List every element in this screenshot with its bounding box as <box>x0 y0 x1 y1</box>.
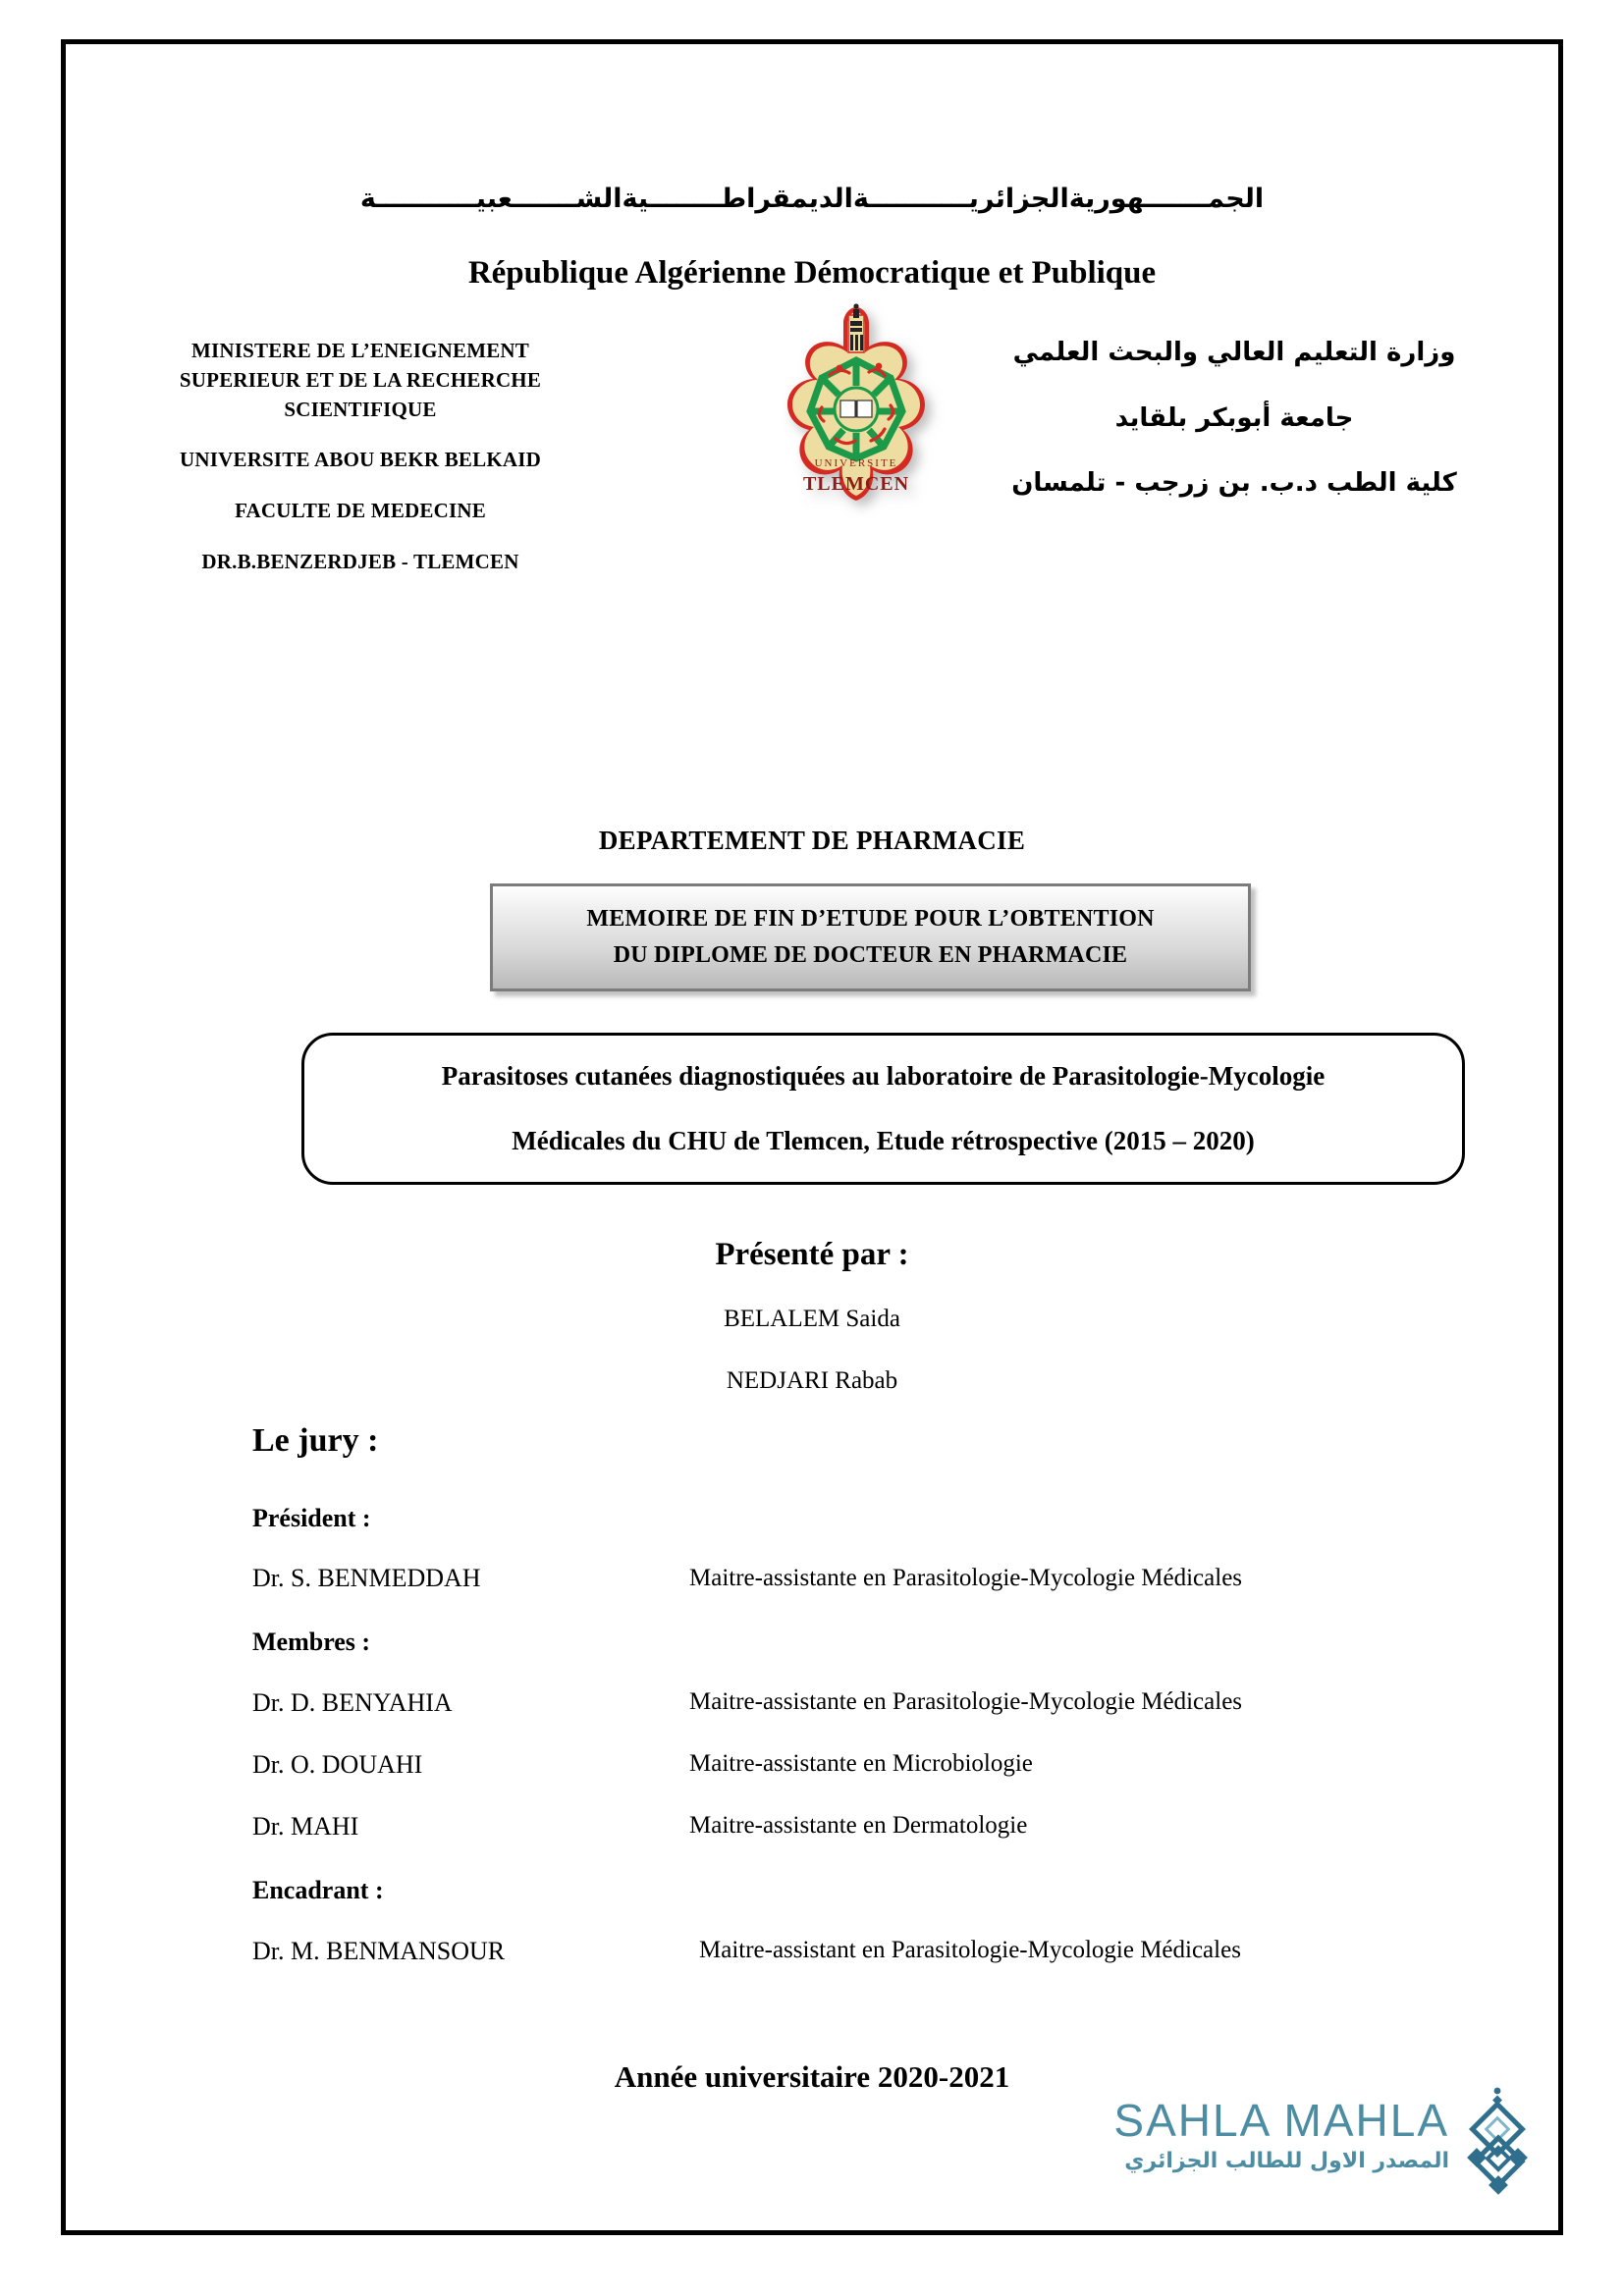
jury-member-name: Dr. MAHI <box>252 1812 359 1841</box>
page-content <box>66 44 1558 2230</box>
academic-year: Année universitaire 2020-2021 <box>614 2059 1010 2094</box>
author-name-2: NEDJARI Rabab <box>726 1367 898 1394</box>
institution-right-block <box>959 339 1509 535</box>
memoire-banner-box <box>490 883 1251 991</box>
jury-title: Le jury : <box>252 1422 379 1459</box>
ministry-line-1: MINISTERE DE L’ENEIGNEMENT <box>191 339 529 362</box>
jury-member-name: Dr. S. BENMEDDAH <box>252 1564 481 1592</box>
spacer-1 <box>95 424 625 446</box>
spacer-2 <box>95 475 625 497</box>
jury-heading-membres: Membres : <box>252 1628 371 1656</box>
jury-member-role: Maitre-assistante en Parasitologie-Mycologie Médicales <box>689 1565 1243 1591</box>
author-name-1: BELALEM Saida <box>724 1306 900 1332</box>
logo-caption-universite: UNIVERSITE <box>814 457 898 469</box>
thesis-title-box <box>301 1033 1465 1185</box>
ministry-line-3: SCIENTIFIQUE <box>284 397 437 421</box>
spacer-3 <box>95 526 625 548</box>
jury-member-name: Dr. M. BENMANSOUR <box>252 1937 506 1965</box>
institution-left-block <box>95 337 625 577</box>
ministry-arabic: وزارة التعليم العالي والبحث العلمي <box>1012 338 1456 367</box>
document-page-frame <box>61 39 1563 2235</box>
memoire-line-1: MEMOIRE DE FIN D’ETUDE POUR L’OBTENTION <box>586 905 1155 932</box>
thesis-title-line-1: Parasitoses cutanées diagnostiquées au laboratoire de Parasitologie-Mycologie <box>441 1060 1326 1091</box>
university-logo <box>753 301 959 547</box>
watermark-diamond-icon <box>1452 2086 1543 2196</box>
department-title: DEPARTEMENT DE PHARMACIE <box>598 826 1026 855</box>
header-arabic-republic: الجمـــــــهورية‌الجزائريـــــــــــة‌الديمقراطــــــــية‌الشـــــــعبيـــــــــــة <box>359 184 1265 214</box>
faculty-name: FACULTE DE MEDECINE <box>235 499 486 523</box>
faculty-location: DR.B.BENZERDJEB - TLEMCEN <box>201 550 519 574</box>
jury-member-role: Maitre-assistante en Dermatologie <box>689 1812 1028 1839</box>
header-french-republic: République Algérienne Démocratique et Publique <box>467 255 1157 291</box>
jury-heading-president: Président : <box>252 1504 371 1532</box>
jury-member-role: Maitre-assistant en Parasitologie-Mycologie Médicales <box>699 1937 1241 1963</box>
ministry-line-2: SUPERIEUR ET DE LA RECHERCHE <box>179 367 542 392</box>
thesis-title-line-2: Médicales du CHU de Tlemcen, Etude rétrospective (2015 – 2020) <box>512 1125 1255 1155</box>
university-name: UNIVERSITE ABOU BEKR BELKAID <box>180 448 541 472</box>
presented-by-label: Présenté par : <box>715 1237 909 1272</box>
jury-member-name: Dr. O. DOUAHI <box>252 1750 423 1779</box>
watermark-subtext: المصدر الاول للطالب الجزائري <box>1124 2149 1449 2173</box>
logo-caption-tlemcen: TLEMCEN <box>802 473 910 495</box>
faculty-arabic: كلية الطب د.ب. بن زرجب - تلمسان <box>1011 468 1457 499</box>
jury-member-role: Maitre-assistante en Parasitologie-Mycologie Médicales <box>689 1688 1243 1715</box>
university-emblem-icon <box>753 301 959 547</box>
university-arabic: جامعة أبوبكر بلقايد <box>1114 402 1354 433</box>
jury-member-role: Maitre-assistante en Microbiologie <box>689 1750 1033 1777</box>
memoire-line-2: DU DIPLOME DE DOCTEUR EN PHARMACIE <box>613 942 1128 968</box>
jury-heading-encadrant: Encadrant : <box>252 1876 384 1904</box>
watermark-text: SAHLA MAHLA <box>1113 2095 1449 2146</box>
jury-member-name: Dr. D. BENYAHIA <box>252 1688 453 1717</box>
watermark-sahla-mahla <box>1113 2086 1543 2209</box>
